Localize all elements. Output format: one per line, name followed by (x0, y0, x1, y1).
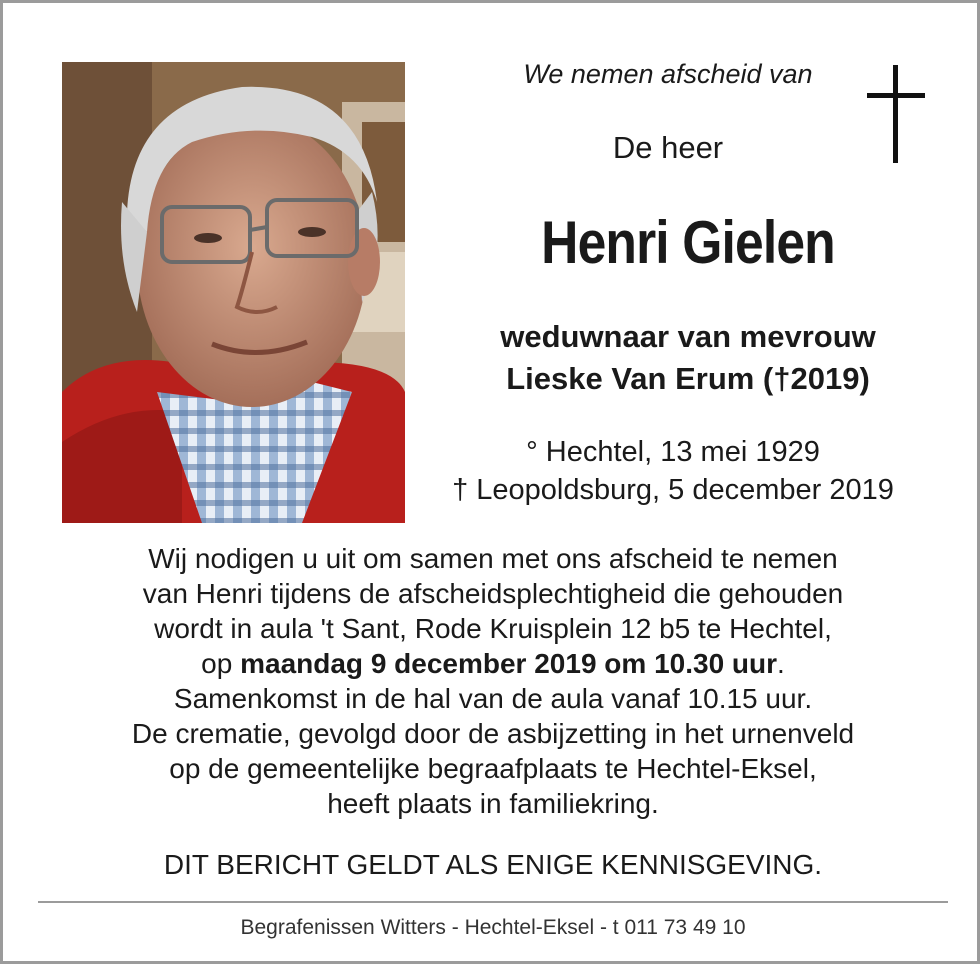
message-line: wordt in aula 't Sant, Rode Kruisplein 12 b5 te Hechtel, (154, 613, 832, 644)
message-line: De crematie, gevolgd door de asbijzetting in het urnenveld (131, 718, 855, 749)
spouse-line-2: Lieske Van Erum (†2019) (506, 361, 870, 396)
funeral-home-footer: Begrafenissen Witters - Hechtel-Eksel - t 011 73 49 10 (240, 916, 746, 939)
spouse-info (433, 316, 943, 400)
intro-text: We nemen afscheid van (523, 59, 813, 89)
life-dates (423, 433, 923, 509)
message-line: van Henri tijdens de afscheidsplechtigheid die gehouden (142, 578, 844, 609)
message-line: Samenkomst in de hal van de aula vanaf 10.15 uur. (173, 683, 813, 714)
date-prefix: op (201, 648, 241, 679)
deceased-name: Henri Gielen (541, 209, 835, 276)
message-line-date (43, 646, 943, 681)
honorific: De heer (612, 130, 724, 165)
ceremony-date: maandag 9 december 2019 om 10.30 uur (240, 648, 778, 679)
notice-text: DIT BERICHT GELDT ALS ENIGE KENNISGEVING. (163, 849, 823, 880)
spouse-line-1: weduwnaar van mevrouw (500, 319, 876, 354)
ceremony-message (43, 541, 943, 821)
death-date: † Leopoldsburg, 5 december 2019 (452, 474, 894, 506)
message-line: op de gemeentelijke begraafplaats te Hechtel-Eksel, (169, 753, 817, 784)
divider (38, 901, 948, 903)
portrait-photo (62, 62, 405, 523)
message-line: Wij nodigen u uit om samen met ons afscheid te nemen (148, 543, 838, 574)
message-line: heeft plaats in familiekring. (327, 788, 659, 819)
date-suffix: . (777, 648, 785, 679)
birth-date: ° Hechtel, 13 mei 1929 (526, 436, 820, 468)
